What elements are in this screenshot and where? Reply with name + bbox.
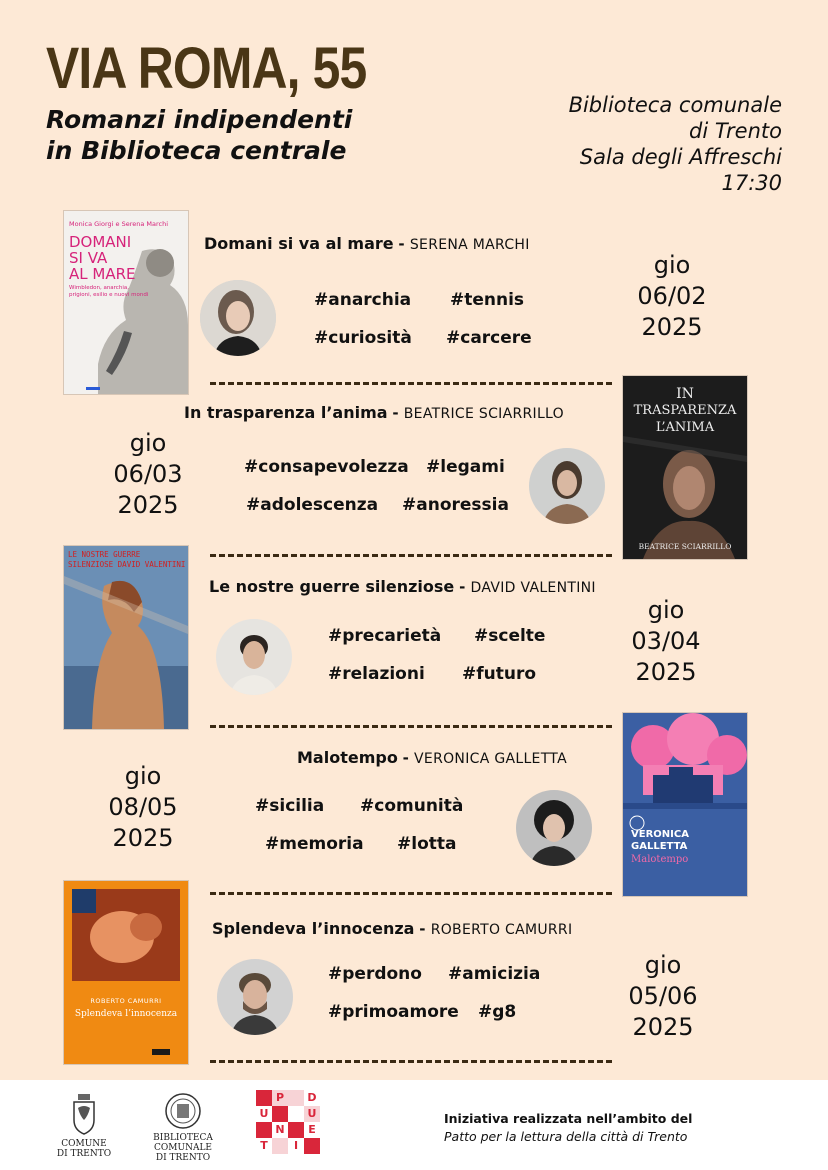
event-date [93, 428, 203, 521]
cover-author: ROBERTO CAMURRI [90, 997, 162, 1005]
event-daymonth: 05/06 [628, 982, 698, 1010]
book-cover-malotempo [623, 713, 747, 896]
logo1-line2: DI TRENTO [56, 1149, 112, 1159]
author-photo [217, 959, 293, 1035]
event-date [611, 595, 721, 688]
cover-authors: Monica Giorgi e Serena Marchi [69, 220, 169, 228]
patto-letter: D [307, 1091, 317, 1104]
book-title: Splendeva l’innocenza [212, 919, 415, 938]
tag: #futuro [462, 664, 537, 684]
author-photo [529, 448, 605, 524]
logo-comune-trento [56, 1092, 112, 1159]
venue-line3: Sala degli Affreschi [579, 145, 782, 169]
dashed-divider [210, 1060, 612, 1063]
event-daymonth: 06/02 [637, 282, 707, 310]
event-date [88, 761, 198, 854]
dashed-divider [210, 554, 612, 557]
event-year: 2025 [112, 824, 174, 852]
venue-line2: di Trento [689, 119, 782, 143]
book-cover-trasparenza [623, 376, 747, 559]
event-year: 2025 [635, 658, 697, 686]
cover-author: BEATRICE SCIARRILLO [638, 542, 732, 551]
logo2-line2: COMUNALE [154, 1143, 212, 1153]
venue-info [569, 92, 782, 196]
page-title: VIA ROMA, 55 [46, 36, 367, 101]
book-author: SERENA MARCHI [409, 237, 530, 253]
book-author: ROBERTO CAMURRI [430, 922, 573, 938]
tag: #anoressia [402, 495, 509, 515]
event-heading: Domani si va al mare - SERENA MARCHI [204, 234, 530, 253]
event-year: 2025 [632, 1013, 694, 1041]
page-subtitle [46, 104, 352, 166]
cover-title-2: TRASPARENZA [633, 403, 737, 418]
event-year: 2025 [641, 313, 703, 341]
book-cover-splendeva [64, 881, 188, 1064]
cover-title-1: DOMANI [69, 233, 132, 251]
author-photo [216, 619, 292, 695]
event-daymonth: 08/05 [108, 793, 178, 821]
cover-title-2: SI VA [69, 249, 108, 267]
patto-letter: U [307, 1107, 317, 1120]
library-seal-icon [164, 1092, 202, 1130]
cover-title: LE NOSTRE GUERRE SILENZIOSE DAVID VALENTINI [68, 550, 186, 569]
event-daymonth: 03/04 [631, 627, 701, 655]
tag: #sicilia [255, 796, 325, 816]
subtitle-line2: in Biblioteca centrale [46, 136, 347, 165]
cover-title: Splendeva l’innocenza [74, 1009, 178, 1019]
event-day: gio [124, 762, 162, 790]
book-title: Le nostre guerre silenziose [209, 577, 455, 596]
book-cover-guerre [64, 546, 188, 729]
cover-blurb: Wimbledon, anarchia, prigioni, esilio e nuovi mondi [69, 285, 149, 298]
tag: #memoria [265, 834, 364, 854]
coat-of-arms-icon [70, 1092, 98, 1136]
patto-letter: E [308, 1123, 316, 1136]
cover-author-2: GALLETTA [631, 841, 688, 852]
tag: #anarchia [314, 290, 412, 310]
tag: #relazioni [328, 664, 425, 684]
tag: #lotta [397, 834, 457, 854]
venue-line1: Biblioteca comunale [568, 93, 782, 117]
patto-letter: T [260, 1139, 268, 1152]
footer [0, 1080, 828, 1170]
footer-note-line1: Iniziativa realizzata nell’ambito del [444, 1111, 693, 1126]
event-daymonth: 06/03 [113, 460, 183, 488]
event-date [608, 950, 718, 1043]
dashed-divider [210, 892, 612, 895]
tag: #consapevolezza [244, 457, 409, 477]
tag: #g8 [478, 1002, 517, 1022]
author-photo [200, 280, 276, 356]
event-date [617, 250, 727, 343]
book-title: In trasparenza l’anima [184, 403, 388, 422]
event-day: gio [653, 251, 691, 279]
event-year: 2025 [117, 491, 179, 519]
dashed-divider [210, 382, 612, 385]
cover-title: Malotempo [631, 854, 689, 865]
tag: #comunità [360, 796, 464, 816]
patto-letter: P [275, 1091, 285, 1104]
event-heading: In trasparenza l’anima - BEATRICE SCIARRILLO [184, 403, 564, 422]
patto-letter: I [293, 1139, 299, 1152]
cover-author-1: VERONICA [631, 829, 689, 840]
event-day: gio [129, 429, 167, 457]
book-author: DAVID VALENTINI [470, 580, 596, 596]
logo-patto-lettura [256, 1090, 322, 1156]
book-title: Domani si va al mare [204, 234, 394, 253]
subtitle-line1: Romanzi indipendenti [46, 105, 353, 134]
author-photo [516, 790, 592, 866]
logo-biblioteca [150, 1092, 216, 1163]
tag: #curiosità [314, 328, 412, 348]
event-heading: Splendeva l’innocenza - ROBERTO CAMURRI [212, 919, 573, 938]
cover-title-3: AL MARE [69, 265, 136, 283]
tag: #amicizia [448, 964, 541, 984]
footer-note [444, 1110, 692, 1146]
book-cover-domani [64, 211, 188, 394]
tag: #primoamore [328, 1002, 459, 1022]
logo2-line1: BIBLIOTECA [153, 1133, 213, 1143]
tag: #legami [426, 457, 505, 477]
event-day: gio [647, 596, 685, 624]
tag: #carcere [446, 328, 532, 348]
book-author: BEATRICE SCIARRILLO [403, 406, 564, 422]
cover-title-3: L’ANIMA [655, 420, 715, 435]
venue-time: 17:30 [721, 171, 782, 195]
book-author: VERONICA GALLETTA [414, 751, 567, 767]
patto-letter: N [275, 1123, 285, 1136]
event-heading: Malotempo - VERONICA GALLETTA [297, 748, 567, 767]
tag: #adolescenza [246, 495, 379, 515]
logo1-line1: COMUNE [61, 1139, 107, 1149]
logo2-line3: DI TRENTO [155, 1153, 211, 1163]
footer-note-line2: Patto per la lettura della città di Trento [444, 1129, 688, 1144]
tag: #precarietà [328, 626, 442, 646]
tag: #scelte [474, 626, 546, 646]
dashed-divider [210, 725, 612, 728]
patto-letter: U [259, 1107, 269, 1120]
event-day: gio [644, 951, 682, 979]
event-heading: Le nostre guerre silenziose - DAVID VALENTINI [209, 577, 596, 596]
tag: #perdono [328, 964, 422, 984]
tag: #tennis [450, 290, 525, 310]
book-title: Malotempo [297, 748, 398, 767]
cover-title-1: IN [676, 386, 694, 402]
